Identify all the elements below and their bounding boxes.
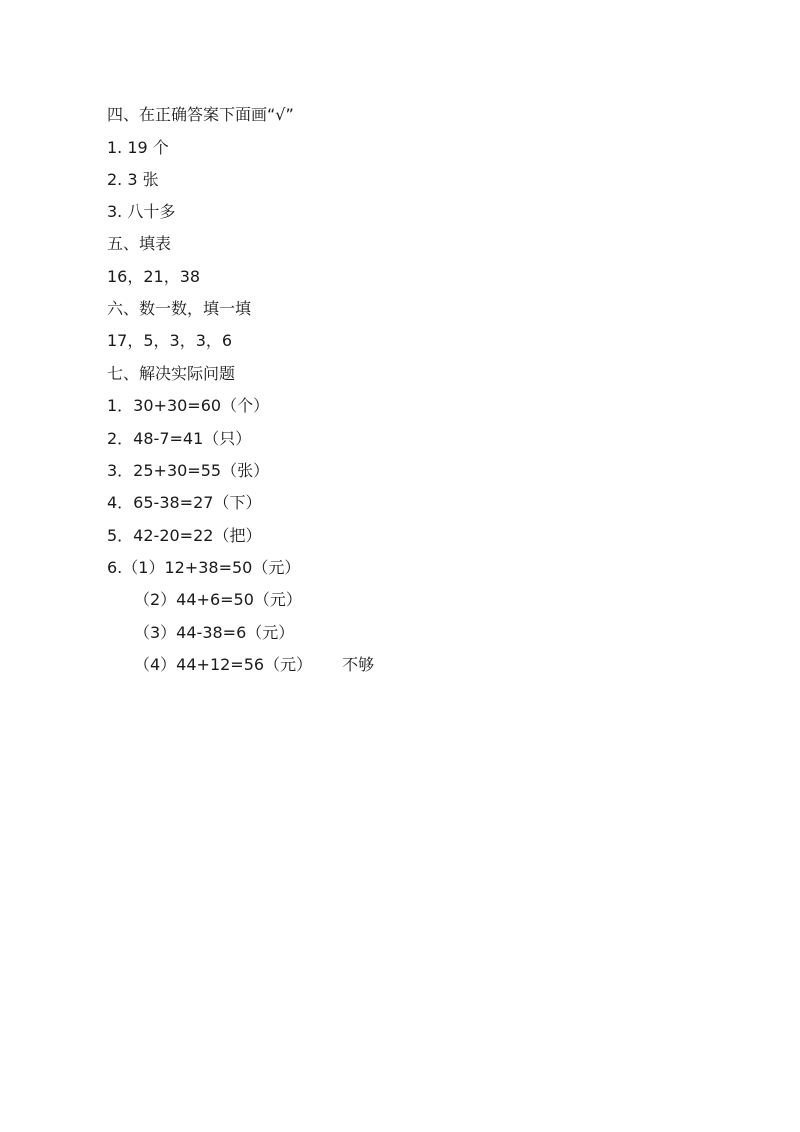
- section-heading-6: 六、数一数，填一填: [107, 299, 252, 318]
- answer-line: 3．25+30=55（张）: [107, 461, 270, 480]
- answer-line: 1. 19 个: [107, 138, 169, 157]
- answer-line: 6.（1）12+38=50（元）: [107, 558, 301, 577]
- sub-answer-text: （4）44+12=56（元）: [134, 655, 313, 674]
- section-heading-5: 五、填表: [107, 234, 172, 253]
- answer-line: 2．48-7=41（只）: [107, 429, 252, 448]
- answer-line: 4．65-38=27（下）: [107, 493, 262, 512]
- sub-answer-line: （3）44-38=6（元）: [134, 623, 295, 642]
- answer-line: 2. 3 张: [107, 170, 159, 189]
- answer-line: 16，21，38: [107, 267, 201, 286]
- section-heading-7: 七、解决实际问题: [107, 364, 236, 383]
- answer-note: 不够: [342, 655, 375, 674]
- answer-line: 1．30+30=60（个）: [107, 396, 270, 415]
- answer-line: 5．42-20=22（把）: [107, 526, 262, 545]
- sub-answer-line: （2）44+6=50（元）: [134, 590, 302, 609]
- sub-answer-line-with-note: [134, 652, 374, 678]
- answer-line: 17，5，3，3，6: [107, 331, 233, 350]
- section-heading-4: 四、在正确答案下面画“√”: [107, 105, 294, 124]
- answer-line: 3. 八十多: [107, 202, 176, 221]
